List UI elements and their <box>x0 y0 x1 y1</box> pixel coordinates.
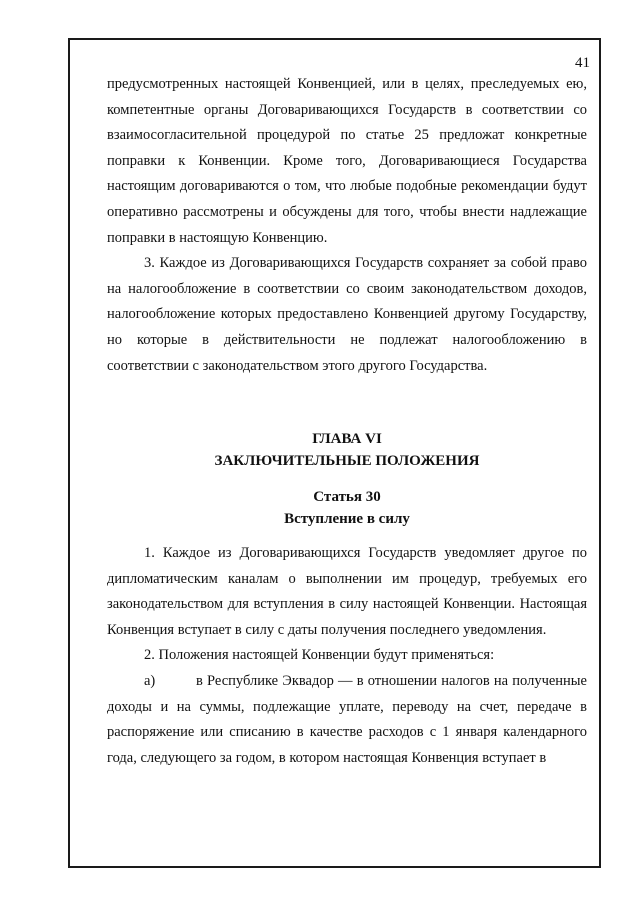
article-heading <box>107 486 587 530</box>
chapter-number: ГЛАВА VI <box>312 431 382 447</box>
paragraph-3: 3. Каждое из Договаривающихся Государств сохраняет за собой право на налогообложение в соответствии со своим законодательством доходов, налогообложение которых предоставлено Конвенцией другому Государству, но которые в действительности не подлежат налогообложению в соответствии с законодательством этого другого Государства. <box>107 255 587 374</box>
article-paragraph-1: 1. Каждое из Договаривающихся Государств уведомляет другое по дипломатическим каналам о выполнении им процедур, требуемых его законодательством для вступления в силу настоящей Конвенции. Настоящая Конвенция вступает в силу с даты получения последнего уведомления. <box>107 545 587 638</box>
list-item-marker: а) <box>144 672 156 689</box>
article-body <box>107 541 587 771</box>
article-paragraph-2: 2. Положения настоящей Конвенции будут применяться: <box>144 647 495 664</box>
article-number: Статья 30 <box>313 489 381 505</box>
page-number: 41 <box>575 55 590 71</box>
article-title: Вступление в силу <box>284 511 410 527</box>
continuation-paragraph: предусмотренных настоящей Конвенцией, или в целях, преследуемых ею, компетентные органы Договаривающихся Государств в соответствии со взаимосогласительной процедурой по статье 25 предложат конкретные поправки к Конвенции. Кроме того, Договаривающиеся Государства настоящим договариваются о том, что любые подобные рекомендации будут оперативно рассмотрены и обсуждены для того, чтобы внести надлежащие поправки в настоящую Конвенцию. <box>107 76 587 246</box>
list-item-a <box>107 669 587 771</box>
chapter-heading <box>107 428 587 472</box>
list-item-text: в Республике Эквадор — в отношении налогов на полученные доходы и на суммы, подлежащие уплате, переводу на счет, передаче в распоряжение или списанию в качестве расходов с 1 января календарного года, следующего за годом, в котором настоящая Конвенция вступает в <box>107 672 587 766</box>
document-body <box>107 72 587 379</box>
chapter-title: ЗАКЛЮЧИТЕЛЬНЫЕ ПОЛОЖЕНИЯ <box>214 453 480 469</box>
